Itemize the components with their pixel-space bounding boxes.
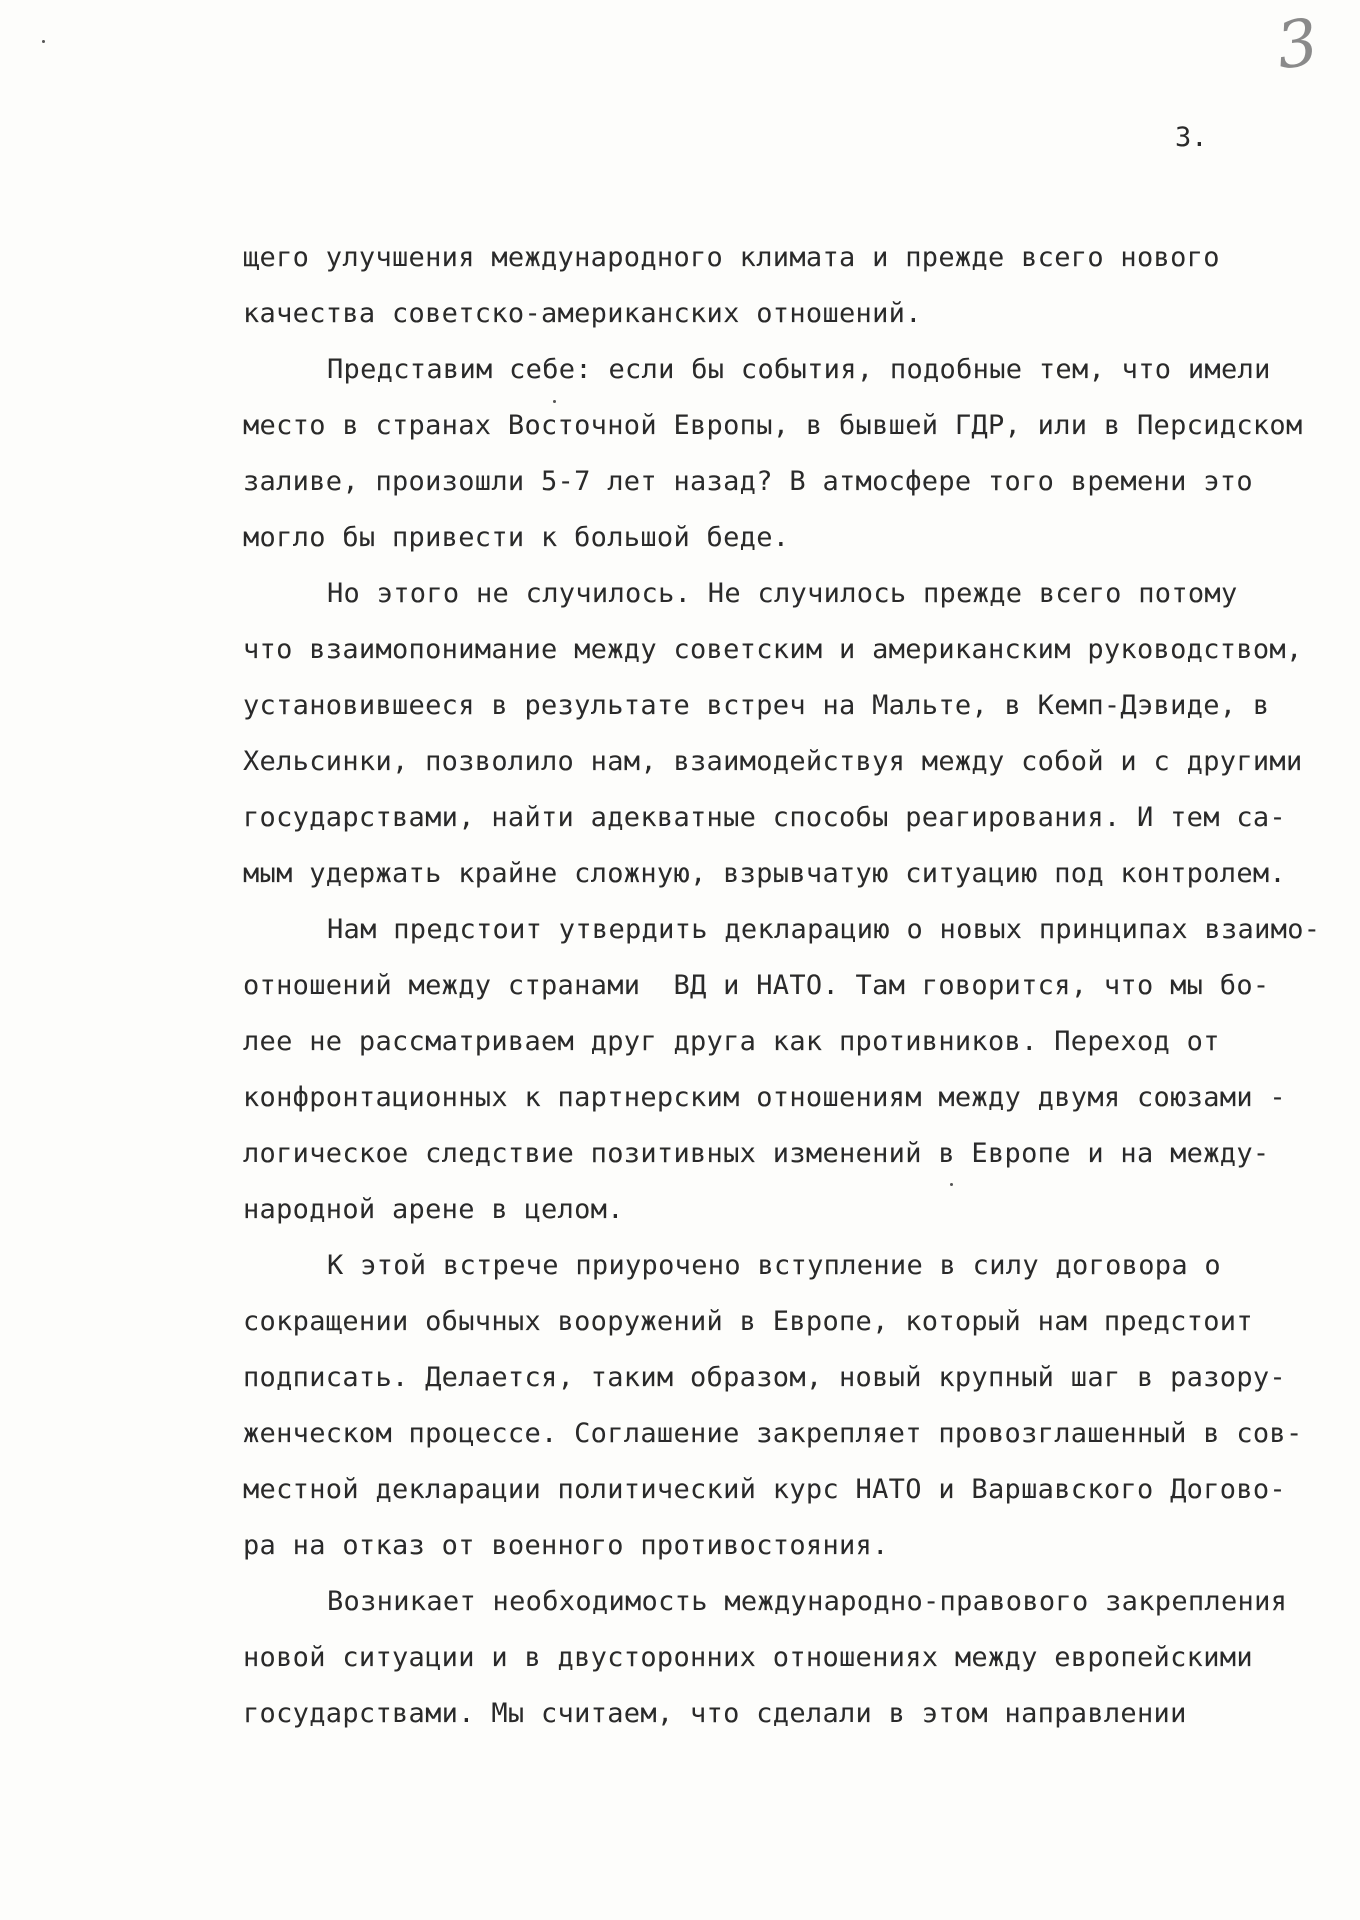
text-line: логическое следствие позитивных изменений в Европе и на между- bbox=[243, 1138, 1270, 1169]
text-line: лее не рассматриваем друг друга как противников. Переход от bbox=[243, 1026, 1220, 1057]
text-line: государствами, найти адекватные способы реагирования. И тем са- bbox=[243, 802, 1286, 833]
text-line: место в странах Восточной Европы, в бывшей ГДР, или в Персидском bbox=[243, 410, 1303, 441]
text-line: Хельсинки, позволило нам, взаимодействуя между собой и с другими bbox=[243, 746, 1303, 777]
ink-speck bbox=[42, 40, 45, 43]
text-line: Возникает необходимость международно-правового закрепления bbox=[327, 1586, 1288, 1617]
handwritten-archive-number: 3 bbox=[1272, 5, 1323, 85]
text-line: что взаимопонимание между советским и американским руководством, bbox=[243, 634, 1303, 665]
text-line: щего улучшения международного климата и прежде всего нового bbox=[243, 242, 1220, 273]
ink-speck bbox=[553, 400, 556, 403]
text-line: Представим себе: если бы события, подобные тем, что имели bbox=[327, 354, 1271, 385]
text-line: местной декларации политический курс НАТО и Варшавского Догово- bbox=[243, 1474, 1286, 1505]
text-line: могло бы привести к большой беде. bbox=[243, 522, 790, 553]
text-line: заливе, произошли 5-7 лет назад? В атмосфере того времени это bbox=[243, 466, 1253, 497]
text-line: установившееся в результате встреч на Мальте, в Кемп-Дэвиде, в bbox=[243, 690, 1270, 721]
text-line: Нам предстоит утвердить декларацию о новых принципах взаимо- bbox=[327, 914, 1321, 945]
text-line: отношений между странами ВД и НАТО. Там говорится, что мы бо- bbox=[243, 970, 1270, 1001]
text-line: новой ситуации и в двусторонних отношениях между европейскими bbox=[243, 1642, 1253, 1673]
text-line: ра на отказ от военного противостояния. bbox=[243, 1530, 889, 1561]
text-line: подписать. Делается, таким образом, новый крупный шаг в разору- bbox=[243, 1362, 1286, 1393]
text-line: мым удержать крайне сложную, взрывчатую ситуацию под контролем. bbox=[243, 858, 1286, 889]
typewritten-body bbox=[243, 230, 1343, 1742]
text-line: сокращении обычных вооружений в Европе, который нам предстоит bbox=[243, 1306, 1253, 1337]
text-line: женческом процессе. Соглашение закрепляет провозглашенный в сов- bbox=[243, 1418, 1303, 1449]
text-line: Но этого не случилось. Не случилось прежде всего потому bbox=[327, 578, 1238, 609]
text-line: конфронтационных к партнерским отношениям между двумя союзами - bbox=[243, 1082, 1286, 1113]
text-line: народной арене в целом. bbox=[243, 1194, 624, 1225]
page-number: 3. bbox=[1175, 122, 1208, 153]
text-line: качества советско-американских отношений. bbox=[243, 298, 922, 329]
text-line: К этой встрече приурочено вступление в силу договора о bbox=[327, 1250, 1221, 1281]
ink-speck bbox=[950, 1183, 953, 1186]
text-line: государствами. Мы считаем, что сделали в этом направлении bbox=[243, 1698, 1187, 1729]
